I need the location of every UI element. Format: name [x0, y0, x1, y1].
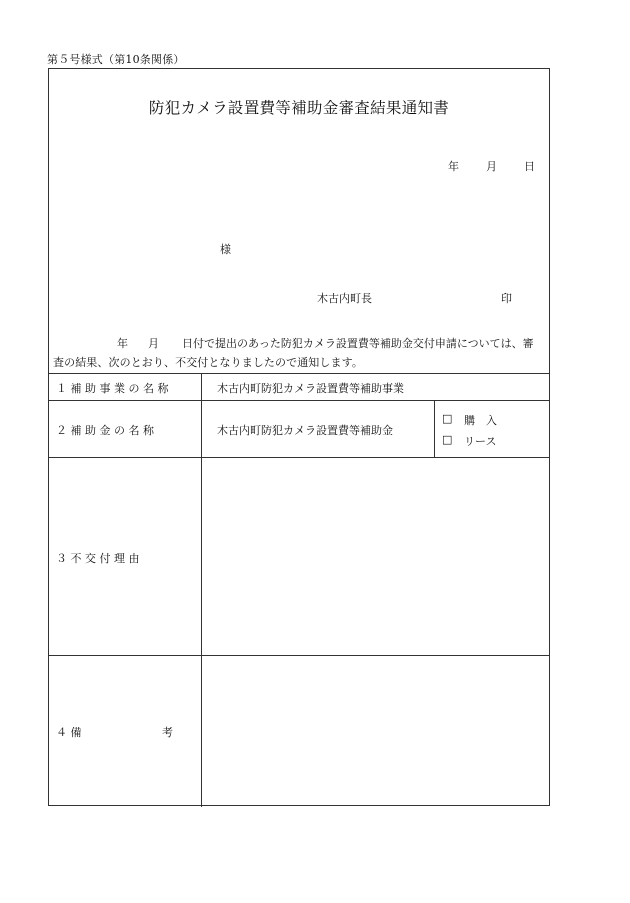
document-title: 防犯カメラ設置費等補助金審査結果通知書 [148, 99, 450, 117]
row-label-rejection-reason: ３ 不 交 付 理 由 [56, 552, 140, 565]
checkbox-purchase[interactable]: □ [442, 412, 453, 425]
body-month: 月 [148, 337, 159, 350]
body-line2: 査の結果、次のとおり、不交付となりましたので通知します。 [53, 356, 363, 369]
rejection-reason-field[interactable] [202, 458, 549, 654]
notice-form [48, 68, 550, 806]
remarks-field[interactable] [202, 656, 549, 805]
addressee-suffix: 様 [220, 243, 231, 256]
column-divider [434, 400, 435, 457]
row-value-subsidy-name: 木古内町防犯カメラ設置費等補助金 [217, 424, 393, 437]
row-label-project-name: １ 補 助 事 業 の 名 称 [56, 382, 169, 395]
checkbox-lease[interactable]: □ [442, 433, 453, 446]
body-year: 年 [117, 337, 128, 350]
option-label-lease: リース [464, 435, 497, 448]
issuer-name: 木古内町長 [317, 292, 372, 305]
seal-mark: 印 [501, 292, 512, 305]
body-line1: 日付で提出のあった防犯カメラ設置費等補助金交付申請については、審 [182, 337, 534, 350]
date-month: 月 [486, 160, 497, 173]
row-value-project-name: 木古内町防犯カメラ設置費等補助事業 [217, 382, 404, 395]
form-number-label: 第５号様式（第10条関係） [47, 53, 185, 66]
row-label-subsidy-name: ２ 補 助 金 の 名 称 [56, 424, 154, 437]
row-label-remarks: ４ 備 [56, 726, 82, 739]
option-label-purchase: 購 入 [464, 414, 497, 427]
row-divider [49, 400, 549, 401]
table-top-border [49, 373, 549, 374]
date-day: 日 [524, 160, 535, 173]
row-label-remarks-end: 考 [162, 726, 173, 739]
date-year: 年 [448, 160, 459, 173]
